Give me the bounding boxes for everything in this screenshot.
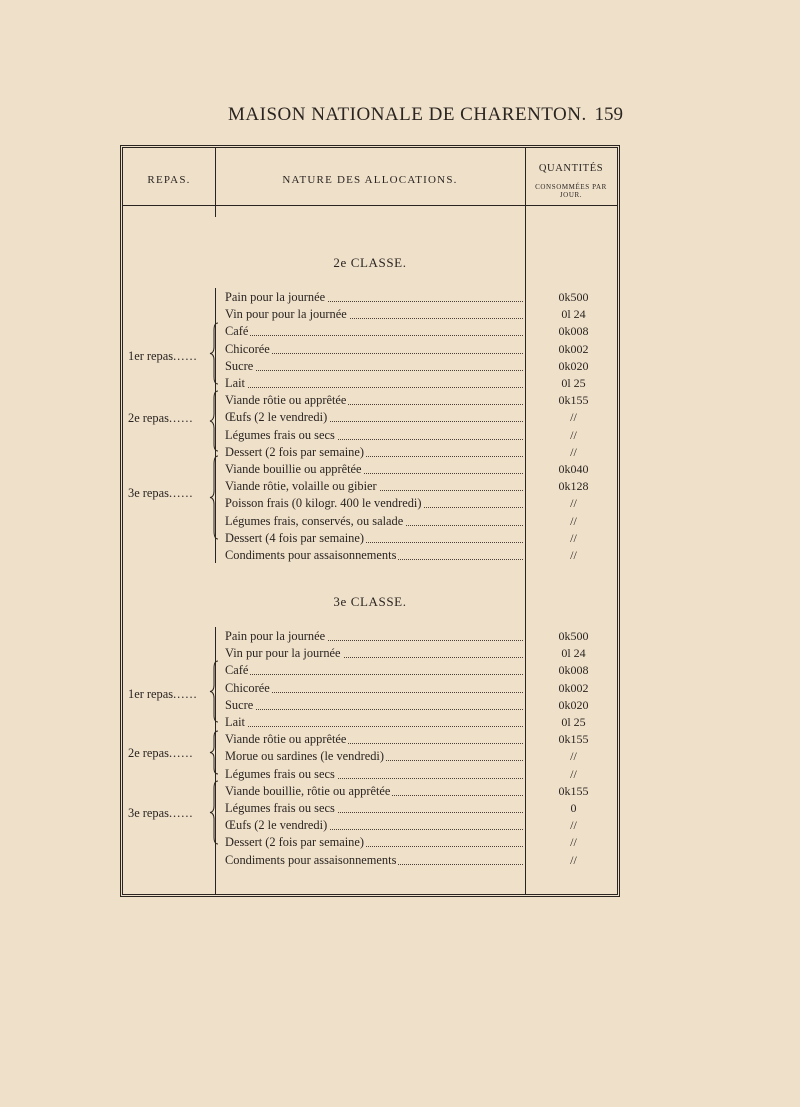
allocation-item: [225, 409, 523, 426]
quantity-value: 0k155: [558, 783, 589, 798]
header-qty-sub: CONSOMMÉES PAR JOUR.: [535, 183, 607, 199]
brace: [209, 322, 219, 385]
quantity-value: 0l 24: [561, 307, 586, 322]
qty-left-rule: [525, 205, 526, 895]
section-title-classe3: 3e CLASSE.: [333, 594, 407, 609]
allocation-item: [225, 817, 523, 834]
header-qty: QUANTITÉS: [538, 163, 604, 174]
allocation-item: [225, 547, 523, 564]
meal-label: 3e repas......: [128, 486, 194, 500]
allocation-item: [225, 392, 523, 409]
allocation-label: Vin pour pour la journée: [225, 307, 347, 322]
allocation-label: Sucre: [225, 358, 254, 373]
quantity-value: 0k008: [558, 324, 589, 339]
allocation-label: Légumes frais ou secs: [225, 801, 335, 815]
brace: [209, 390, 219, 452]
allocation-item: [225, 530, 523, 547]
quantity-value: 0k500: [558, 629, 589, 643]
allocation-label: Viande rôtie ou apprêtée: [225, 393, 347, 408]
allocation-item: [225, 731, 523, 748]
quantity-value: 0k155: [558, 393, 589, 408]
allocation-label: Viande bouillie ou apprêtée: [225, 462, 362, 476]
brace: [209, 660, 219, 723]
quantity-value: //: [570, 513, 577, 528]
meal-label: 2e repas......: [128, 411, 194, 425]
page-title: MAISON NATIONALE DE CHARENTON.: [228, 104, 587, 125]
allocation-label: Pain pour la journée: [225, 629, 326, 643]
allocation-item: [225, 375, 523, 392]
meal-label: 3e repas......: [128, 806, 194, 820]
allocation-item: [225, 852, 523, 869]
quantity-value: 0k500: [558, 290, 589, 304]
allocation-label: Lait: [225, 376, 245, 390]
allocation-label: Café: [225, 663, 249, 678]
allocation-label: Lait: [225, 715, 245, 729]
allocation-label: Légumes frais ou secs: [225, 427, 335, 442]
allocation-label: Légumes frais ou secs: [225, 766, 335, 781]
allocation-item: [225, 323, 523, 340]
allocation-label: Café: [225, 324, 249, 339]
allocation-item: [225, 800, 523, 817]
allocation-label: Chicorée: [225, 341, 270, 356]
allocation-item: [225, 495, 523, 512]
quantity-value: //: [570, 852, 577, 867]
allocation-item: [225, 444, 523, 461]
allocation-label: Sucre: [225, 697, 254, 712]
brace: [209, 455, 219, 540]
page-number: 159: [594, 104, 623, 125]
section-title-classe2: 2e CLASSE.: [333, 255, 407, 270]
header-meal: REPAS.: [147, 174, 191, 186]
quantity-value: 0l 25: [561, 715, 586, 729]
allocation-label: Viande rôtie, volaille ou gibier: [225, 479, 377, 494]
allocation-label: Vin pur pour la journée: [225, 646, 341, 661]
allocation-item: [225, 680, 523, 697]
allocation-item: [225, 358, 523, 375]
quantity-value: //: [570, 818, 577, 833]
allocation-item: [225, 306, 523, 323]
allocation-label: Dessert (2 fois par semaine): [225, 444, 365, 459]
allocation-item: [225, 714, 523, 731]
allocation-label: Condiments pour assaisonnements: [225, 548, 397, 562]
allocation-label: Œufs (2 le vendredi): [225, 410, 328, 425]
allocation-item: [225, 783, 523, 800]
allocation-label: Dessert (2 fois par semaine): [225, 835, 365, 850]
allocation-item: [225, 834, 523, 851]
allocation-item: [225, 748, 523, 765]
allocation-label: Viande rôtie ou apprêtée: [225, 732, 347, 747]
allocation-label: Dessert (4 fois par semaine): [225, 530, 365, 545]
running-head: [120, 100, 623, 130]
quantity-value: 0k002: [558, 341, 589, 356]
meal-label: 1er repas......: [128, 349, 198, 363]
quantity-value: //: [570, 766, 577, 781]
allocation-item: [225, 427, 523, 444]
allocation-item: [225, 513, 523, 530]
quantity-value: 0: [570, 801, 577, 815]
allocation-item: [225, 289, 523, 306]
quantity-value: 0l 24: [561, 646, 586, 661]
quantity-value: 0l 25: [561, 376, 586, 390]
quantity-value: 0k020: [558, 358, 589, 373]
quantity-value: //: [570, 548, 577, 562]
quantity-value: 0k008: [558, 663, 589, 678]
quantity-value: 0k128: [558, 479, 589, 494]
header-rule: [123, 205, 617, 206]
allocation-label: Œufs (2 le vendredi): [225, 818, 328, 833]
allocation-item: [225, 478, 523, 495]
brace: [209, 730, 219, 775]
quantity-value: 0k155: [558, 732, 589, 747]
allocation-item: [225, 341, 523, 358]
allocation-label: Pain pour la journée: [225, 290, 326, 304]
quantity-value: //: [570, 835, 577, 850]
quantity-value: //: [570, 427, 577, 442]
allocation-label: Poisson frais (0 kilogr. 400 le vendredi): [225, 496, 422, 511]
quantity-value: //: [570, 496, 577, 511]
quantity-value: //: [570, 410, 577, 425]
allocation-label: Chicorée: [225, 680, 270, 695]
allocation-item: [225, 662, 523, 679]
quantity-value: //: [570, 530, 577, 545]
quantity-value: 0k040: [558, 462, 589, 476]
allocation-item: [225, 766, 523, 783]
allocation-item: [225, 628, 523, 645]
quantity-value: 0k020: [558, 697, 589, 712]
allocation-label: Légumes frais, conservés, ou salade: [225, 513, 404, 528]
quantity-value: //: [570, 749, 577, 764]
brace: [209, 780, 219, 845]
quantity-value: 0k002: [558, 680, 589, 695]
meal-label: 1er repas......: [128, 687, 198, 701]
header-nature: NATURE DES ALLOCATIONS.: [282, 174, 458, 186]
allocation-label: Morue ou sardines (le vendredi): [225, 749, 384, 764]
meal-label: 2e repas......: [128, 746, 194, 760]
allocation-item: [225, 697, 523, 714]
allocation-item: [225, 645, 523, 662]
quantity-value: //: [570, 444, 577, 459]
allocation-label: Condiments pour assaisonnements: [225, 852, 397, 867]
allocation-label: Viande bouillie, rôtie ou apprêtée: [225, 783, 391, 798]
allocation-item: [225, 461, 523, 478]
